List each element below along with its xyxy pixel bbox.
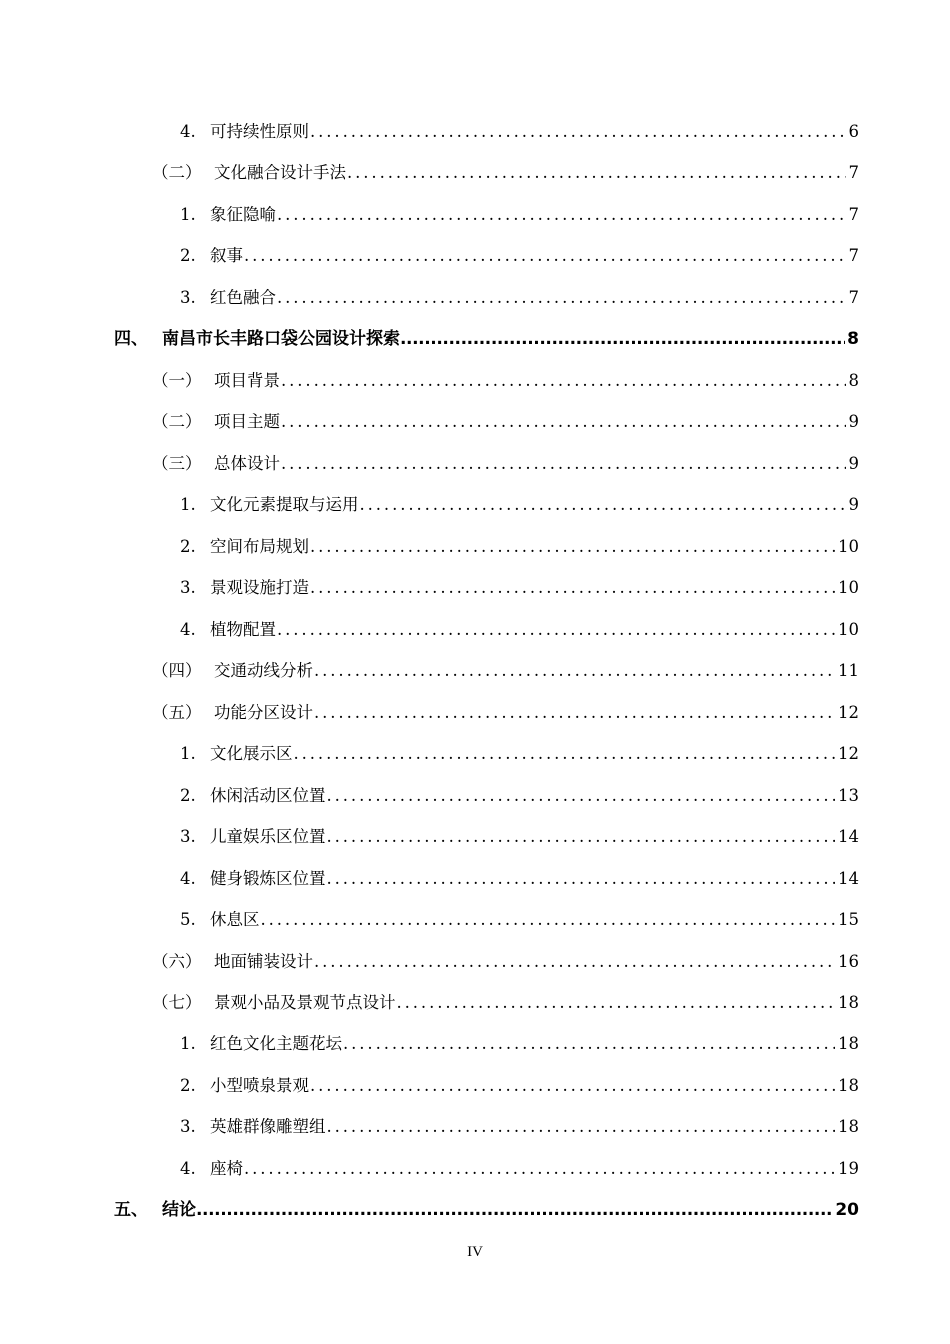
toc-entry-title: 红色文化主题花坛 [210, 1034, 342, 1053]
toc-entry-page: 7 [848, 163, 859, 182]
toc-entry-page: 11 [838, 661, 859, 680]
toc-entry-page: 12 [838, 703, 859, 722]
toc-dot-leader [400, 326, 845, 352]
toc-entry-page: 18 [838, 993, 859, 1012]
toc-entry-title: 景观设施打造 [210, 578, 309, 597]
toc-entry[interactable] [180, 534, 859, 560]
toc-entry-page: 8 [848, 371, 859, 390]
toc-entry[interactable] [152, 700, 859, 726]
toc-entry-page: 14 [838, 869, 859, 888]
toc-entry-title: 功能分区设计 [214, 703, 313, 722]
toc-entry-page: 10 [838, 537, 859, 556]
toc-entry-title: 儿童娱乐区位置 [210, 827, 326, 846]
toc-chapter[interactable] [114, 1197, 859, 1223]
toc-chapter-title: 结论 [162, 1200, 196, 1220]
toc-entry[interactable] [180, 783, 859, 809]
toc-entry[interactable] [152, 658, 859, 684]
toc-entry-page: 18 [838, 1034, 859, 1053]
toc-entry-number: （二） [152, 163, 202, 182]
toc-dot-leader [314, 658, 835, 684]
toc-entry-number: 2. [180, 537, 196, 556]
toc-dot-leader [397, 990, 836, 1016]
toc-entry-page: 10 [838, 578, 859, 597]
toc-entry-number: （四） [152, 661, 202, 680]
toc-entry-title: 英雄群像雕塑组 [210, 1117, 326, 1136]
toc-entry[interactable] [152, 990, 859, 1016]
toc-dot-leader [310, 534, 835, 560]
toc-entry-title: 红色融合 [210, 288, 276, 307]
toc-entry-page: 9 [848, 495, 859, 514]
toc-entry-number: （五） [152, 703, 202, 722]
toc-dot-leader [327, 1114, 836, 1140]
toc-entry[interactable] [180, 907, 859, 933]
toc-entry-page: 18 [838, 1117, 859, 1136]
page-number: IV [467, 1244, 483, 1260]
toc-entry[interactable] [180, 1073, 859, 1099]
toc-entry-number: 4. [180, 122, 196, 141]
toc-entry-page: 14 [838, 827, 859, 846]
toc-dot-leader [310, 119, 846, 145]
toc-entry-title: 文化展示区 [210, 744, 293, 763]
toc-chapter-page: 8 [847, 329, 859, 349]
toc-dot-leader [343, 1031, 835, 1057]
toc-chapter-page: 20 [835, 1200, 859, 1220]
toc-entry-number: 2. [180, 1076, 196, 1095]
toc-dot-leader [261, 907, 836, 933]
toc-entry[interactable] [152, 451, 859, 477]
toc-dot-leader [360, 492, 846, 518]
toc-chapter-number: 四、 [114, 329, 148, 349]
toc-entry[interactable] [180, 1031, 859, 1057]
toc-entry-number: 2. [180, 246, 196, 265]
toc-dot-leader [314, 700, 835, 726]
toc-entry-number: 1. [180, 1034, 196, 1053]
toc-entry-page: 7 [848, 288, 859, 307]
toc-entry-number: 4. [180, 620, 196, 639]
toc-entry-title: 文化融合设计手法 [214, 163, 346, 182]
toc-dot-leader [244, 243, 846, 269]
toc-entry-title: 小型喷泉景观 [210, 1076, 309, 1095]
toc-entry-title: 象征隐喻 [210, 205, 276, 224]
toc-dot-leader [347, 160, 846, 186]
toc-dot-leader [327, 866, 836, 892]
toc-dot-leader [277, 285, 846, 311]
toc-entry-number: 3. [180, 578, 196, 597]
toc-dot-leader [327, 783, 836, 809]
toc-entry[interactable] [180, 119, 859, 145]
toc-entry-page: 13 [838, 786, 859, 805]
toc-dot-leader [196, 1197, 833, 1223]
toc-entry-page: 18 [838, 1076, 859, 1095]
toc-entry-title: 叙事 [210, 246, 243, 265]
toc-dot-leader [294, 741, 836, 767]
toc-dot-leader [281, 451, 846, 477]
toc-dot-leader [277, 617, 835, 643]
toc-entry-number: （六） [152, 952, 202, 971]
toc-entry-title: 项目主题 [214, 412, 280, 431]
toc-entry-page: 9 [848, 412, 859, 431]
toc-entry-title: 景观小品及景观节点设计 [214, 993, 396, 1012]
toc-entry-page: 6 [848, 122, 859, 141]
toc-entry-title: 健身锻炼区位置 [210, 869, 326, 888]
toc-entry[interactable] [180, 202, 859, 228]
toc-entry-number: 3. [180, 288, 196, 307]
toc-entry[interactable] [152, 160, 859, 186]
toc-entry-page: 10 [838, 620, 859, 639]
toc-entry-title: 项目背景 [214, 371, 280, 390]
toc-entry-title: 座椅 [210, 1159, 243, 1178]
toc-entry-number: （七） [152, 993, 202, 1012]
toc-dot-leader [310, 575, 835, 601]
toc-entry[interactable] [180, 243, 859, 269]
toc-chapter-number: 五、 [114, 1200, 148, 1220]
toc-dot-leader [310, 1073, 835, 1099]
toc-entry-number: 1. [180, 744, 196, 763]
toc-entry-page: 15 [838, 910, 859, 929]
toc-entry-title: 地面铺装设计 [214, 952, 313, 971]
toc-entry-number: 4. [180, 869, 196, 888]
toc-entry-number: （三） [152, 454, 202, 473]
toc-entry[interactable] [180, 741, 859, 767]
toc-chapter-title: 南昌市长丰路口袋公园设计探索 [162, 329, 400, 349]
toc-entry[interactable] [152, 949, 859, 975]
toc-entry[interactable] [180, 866, 859, 892]
toc-entry-number: 3. [180, 1117, 196, 1136]
toc-entry-title: 文化元素提取与运用 [210, 495, 359, 514]
toc-entry-number: 1. [180, 495, 196, 514]
toc-entry[interactable] [180, 617, 859, 643]
toc-entry[interactable] [180, 575, 859, 601]
toc-dot-leader [281, 368, 846, 394]
toc-dot-leader [244, 1156, 835, 1182]
toc-entry-number: 4. [180, 1159, 196, 1178]
toc-entry[interactable] [180, 824, 859, 850]
toc-dot-leader [327, 824, 836, 850]
toc-entry[interactable] [180, 492, 859, 518]
toc-entry-page: 12 [838, 744, 859, 763]
toc-entry-number: 3. [180, 827, 196, 846]
toc-entry[interactable] [180, 1156, 859, 1182]
toc-entry-number: 2. [180, 786, 196, 805]
toc-entry-page: 19 [838, 1159, 859, 1178]
toc-entry[interactable] [152, 368, 859, 394]
toc-entry-page: 9 [848, 454, 859, 473]
toc-entry[interactable] [180, 1114, 859, 1140]
toc-entry-title: 交通动线分析 [214, 661, 313, 680]
toc-entry-number: （二） [152, 412, 202, 431]
toc-entry-title: 休息区 [210, 910, 260, 929]
toc-entry-title: 空间布局规划 [210, 537, 309, 556]
toc-entry-number: 5. [180, 910, 196, 929]
toc-entry-number: （一） [152, 371, 202, 390]
toc-entry-number: 1. [180, 205, 196, 224]
toc-entry[interactable] [152, 409, 859, 435]
toc-chapter[interactable] [114, 326, 859, 352]
toc-dot-leader [281, 409, 846, 435]
toc-entry-page: 16 [838, 952, 859, 971]
toc-entry-title: 总体设计 [214, 454, 280, 473]
toc-entry-page: 7 [848, 246, 859, 265]
toc-dot-leader [314, 949, 835, 975]
toc-entry-title: 植物配置 [210, 620, 276, 639]
toc-entry-page: 7 [848, 205, 859, 224]
toc-entry-title: 可持续性原则 [210, 122, 309, 141]
toc-dot-leader [277, 202, 846, 228]
toc-entry[interactable] [180, 285, 859, 311]
toc-entry-title: 休闲活动区位置 [210, 786, 326, 805]
